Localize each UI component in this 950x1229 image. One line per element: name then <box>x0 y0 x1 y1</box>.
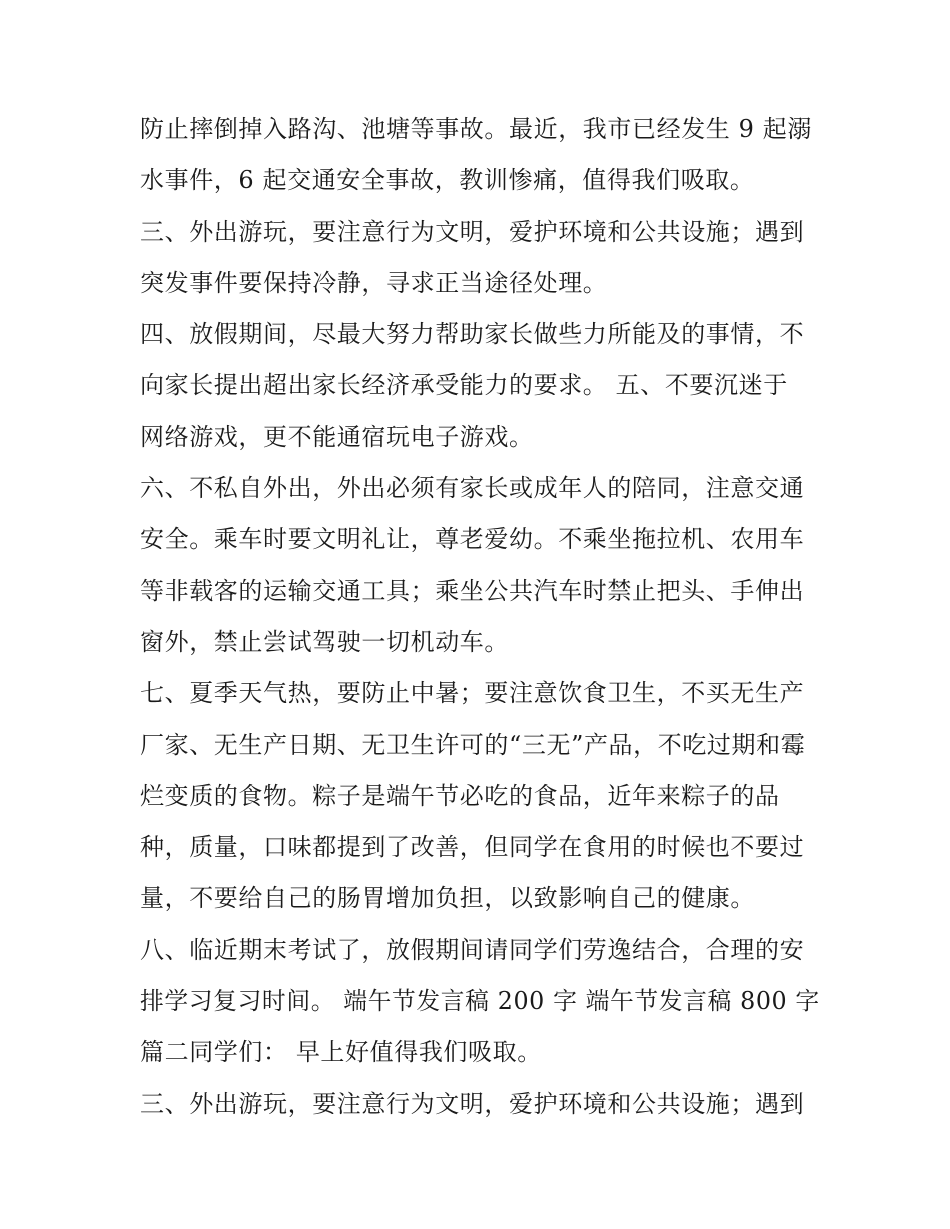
text-line-6: 向家长提出超出家长经济承受能力的要求。 五、不要沉迷于 <box>140 371 788 400</box>
document-body <box>140 104 820 1130</box>
text-line-16: 量，不要给自己的肠胃增加负担，以致影响自己的健康。 <box>140 884 755 913</box>
text-line-11: 窗外，禁止尝试驾驶一切机动车。 <box>140 627 509 656</box>
text-line-18: 排学习复习时间。 端午节发言稿 200 字 端午节发言稿 800 字 <box>140 987 820 1016</box>
text-line-12: 七、夏季天气热，要防止中暑；要注意饮食卫生，不买无生产 <box>140 679 805 708</box>
text-line-2: 水事件，6 起交通安全事故，教训惨痛，值得我们吸取。 <box>140 166 755 195</box>
text-line-3: 三、外出游玩，要注意行为文明，爱护环境和公共设施；遇到 <box>140 217 805 246</box>
text-line-14: 烂变质的食物。粽子是端午节必吃的食品，近年来粽子的品 <box>140 781 780 810</box>
text-line-9: 安全。乘车时要文明礼让，尊老爱幼。不乘坐拖拉机、农用车 <box>140 525 805 554</box>
text-line-10: 等非载客的运输交通工具；乘坐公共汽车时禁止把头、手伸出 <box>140 576 805 605</box>
text-line-4: 突发事件要保持冷静，寻求正当途径处理。 <box>140 268 608 297</box>
text-line-1: 防止摔倒掉入路沟、池塘等事故。最近，我市已经发生 9 起溺 <box>140 115 812 143</box>
text-line-20: 三、外出游玩，要注意行为文明，爱护环境和公共设施；遇到 <box>140 1089 805 1118</box>
text-line-19: 篇二同学们： 早上好值得我们吸取。 <box>140 1038 542 1067</box>
text-line-15: 种，质量，口味都提到了改善，但同学在食用的时候也不要过 <box>140 833 805 862</box>
text-line-17: 八、临近期末考试了，放假期间请同学们劳逸结合，合理的安 <box>140 935 805 964</box>
text-line-8: 六、不私自外出，外出必须有家长或成年人的陪同，注意交通 <box>140 474 805 503</box>
text-line-5: 四、放假期间，尽最大努力帮助家长做些力所能及的事情，不 <box>140 320 805 349</box>
text-line-7: 网络游戏，更不能通宿玩电子游戏。 <box>140 422 534 451</box>
text-line-13: 厂家、无生产日期、无卫生许可的“三无”产品，不吃过期和霉 <box>140 730 806 759</box>
